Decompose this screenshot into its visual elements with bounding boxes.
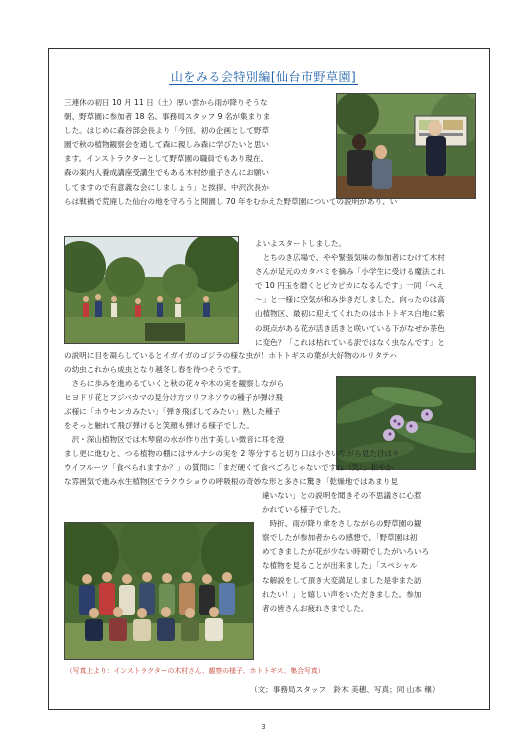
text-line: ～」と一様に空気が和み歩きだしました。向ったのは高 <box>255 295 445 305</box>
text-line: れたい！」と嬉しい声をいただきました。参加 <box>262 589 422 599</box>
text-line: さらに歩みを進めるていくと秋の花々や木の実を観察しながら <box>64 379 285 388</box>
text-line: に変色？「これは枯れている訳ではなく虫なんです」と <box>255 337 445 347</box>
text-line: ぶ様に「ホウセンカみたい」「弾き飛ばしてみたい」熟した種子 <box>64 407 281 417</box>
photo-group <box>64 522 254 660</box>
text-line: の斑点がある花が活き活きと咲いている下がなぜか茶色 <box>255 323 445 333</box>
paragraph-closing <box>262 489 429 616</box>
text-line: とちのき広場で、やや緊張気味の参加者にむけて木村 <box>255 253 445 263</box>
text-line: した。はじめに森谷部会長より「今回、初の企画として野草 <box>64 126 270 136</box>
paragraph-seeds <box>64 377 284 447</box>
paragraph-intro <box>64 96 397 209</box>
text-line: の説明に目を凝らしているとイガイガのゴジラの様な虫が！ホトトギスの葉が大好物のルリタテハ <box>64 351 397 360</box>
page-number: 3 <box>261 723 266 731</box>
text-line: らは戦禍で荒廃した仙台の地を守ろうと開園し 70 年をむかえた野草園についての説明があり、い <box>64 196 398 206</box>
text-line: 森の案内人養成講座受講生でもある木村紗重子さんにお願い <box>64 168 270 178</box>
paragraph-caterpillar <box>64 349 397 377</box>
text-line: めてきましたが花が少ない時期でしたがいろいろ <box>262 547 430 557</box>
text-line: 時折、雨が降り傘をさしながらの野草園の観 <box>262 519 422 529</box>
article-title-text: 山をみる会特別編[仙台市野草園] <box>170 70 357 84</box>
paragraph-sarunashi <box>64 447 400 489</box>
photo-caption: （写真上より：インストラクターの木村さん、観察の様子、ホトトギス、集合写真） <box>66 667 325 675</box>
text-line: で 10 円玉を磨くとピカピカになるんです」一同「へえ <box>255 281 445 291</box>
text-line: の幼虫これから成虫となり越冬し春を待つそうです。 <box>64 365 246 375</box>
text-line: 山植物区、最初に迎えてくれたのはホトトギス白地に紫 <box>255 309 445 319</box>
text-line: まし更に進むと、つる植物の棚にはサルナシの実を 2 等分すると切り口は小さいながら見た目はキ <box>64 449 400 458</box>
text-line: 違いない」との説明を聞きその不思議さに心惹 <box>262 491 422 500</box>
text-line: かれている様子でした。 <box>262 505 346 515</box>
text-line: をそっと触れて飛び弾けると笑顔も弾ける様子でした。 <box>64 421 254 431</box>
text-line: な雰囲気で進み水生植物区でラクウショウの呼吸根の奇妙な形と多さに驚き「乾燥地ではあまり見 <box>64 477 398 487</box>
text-line: な解説をして頂き大変満足しました是非また訪 <box>262 575 422 585</box>
text-line: してますので有意義な会にしましょう」と挨拶。中沢次長か <box>64 182 270 192</box>
text-line: ます。インストラクターとして野草園の職員でもあり現在、 <box>64 154 269 164</box>
photo-group-image <box>65 523 254 660</box>
text-line: よいよスタートしました。 <box>255 239 347 248</box>
paragraph-tochinoki <box>255 237 445 350</box>
text-line: 者の皆さんお疲れさまでした。 <box>262 603 369 613</box>
text-line: 園で秋の植物観察会を通して森に親しみ森に学びたいと思い <box>64 140 270 150</box>
text-line: 朝、野草園に参加者 18 名、事務局スタッフ 9 名が集まりま <box>64 112 271 122</box>
text-line: 察でしたが参加者からの感想で、「野草園は初 <box>262 533 418 543</box>
text-line: な植物を見ることが出来ました」「スペシャル <box>262 561 418 571</box>
text-line: 沢・深山植物区では木琴窟の水が作り出す美しい微音に耳を澄 <box>64 435 285 445</box>
photo-observation-image <box>65 237 239 344</box>
article-credit: （文；事務局スタッフ 鈴木 美穂、写真；同 山本 穣） <box>250 685 440 694</box>
text-line: さんが足元のカタバミを摘み「小学生に受ける魔法これ <box>255 267 445 277</box>
article-title <box>0 68 527 85</box>
photo-observation <box>64 236 239 344</box>
text-line: ウイフルーツ「食べられますか？」の質問に「まだ硬くて食べごろじゃないですね（笑）」和やか <box>64 463 394 473</box>
text-line: ヒヨドリ花とフジバカマの見分け方ツリフネソウの種子が弾け飛 <box>64 393 283 403</box>
text-line: 三連休の初日 10 月 11 日（土）厚い雲から雨が降りそうな <box>64 98 268 107</box>
